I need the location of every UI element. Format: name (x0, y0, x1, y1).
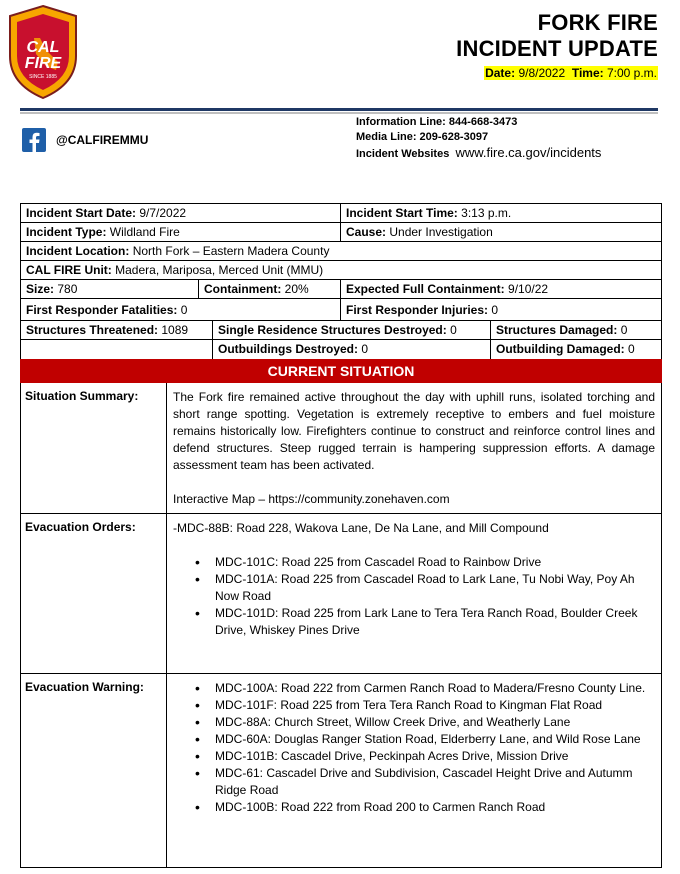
incident-containment: Containment: 20% (199, 280, 341, 298)
evacuation-orders-label: Evacuation Orders: (21, 514, 167, 673)
table-row (21, 280, 661, 299)
incident-website-link[interactable]: www.fire.ca.gov/incidents (455, 145, 602, 160)
list-item: • MDC-60A: Douglas Ranger Station Road, Elderberry Lane, and Wild Rose Lane (195, 731, 655, 748)
incident-size: Size: 780 (21, 280, 199, 298)
date-time-line (484, 66, 658, 80)
outbuildings-destroyed: Outbuildings Destroyed: 0 (213, 340, 491, 359)
list-item: • MDC-100B: Road 222 from Road 200 to Carmen Ranch Road (195, 799, 655, 816)
facebook-handle[interactable]: @CALFIREMMU (56, 133, 149, 147)
incident-type: Incident Type: Wildland Fire (21, 223, 341, 241)
incident-table (20, 203, 662, 360)
table-row (21, 340, 661, 359)
information-line: Information Line: 844-668-3473 (356, 116, 518, 128)
list-item: • MDC-101C: Road 225 from Cascadel Road to Rainbow Drive (195, 554, 655, 571)
list-item: • MDC-101A: Road 225 from Cascadel Road to Lark Lane, Tu Nobi Way, Poy Ah Now Road (195, 571, 655, 605)
table-row (21, 299, 661, 321)
logo-cal-text: CAL (26, 39, 60, 56)
list-item: • MDC-101D: Road 225 from Lark Lane to Tera Tera Ranch Road, Boulder Creek Drive, Whiskey Pines Drive (195, 605, 655, 639)
first-responder-fatalities: First Responder Fatalities: 0 (21, 299, 341, 320)
evacuation-orders-section (20, 514, 662, 674)
incident-start-time: Incident Start Time: 3:13 p.m. (346, 206, 512, 220)
outbuilding-damaged: Outbuilding Damaged: 0 (496, 342, 635, 356)
first-responder-injuries: First Responder Injuries: 0 (346, 303, 499, 317)
structures-threatened: Structures Threatened: 1089 (21, 321, 213, 339)
media-line: Media Line: 209-628-3097 (356, 131, 489, 143)
contact-info (356, 115, 601, 162)
interactive-map-link[interactable]: Interactive Map – https://community.zonehaven.com (173, 492, 450, 506)
situation-summary-label: Situation Summary: (21, 383, 167, 513)
evacuation-warning-label: Evacuation Warning: (21, 674, 167, 867)
evacuation-orders-body (167, 514, 661, 673)
date-label: Date: (485, 66, 516, 80)
incident-location: Incident Location: North Fork – Eastern Madera County (26, 244, 330, 258)
cal-fire-logo (6, 4, 80, 100)
cal-fire-unit: CAL FIRE Unit: Madera, Mariposa, Merced Unit (MMU) (26, 263, 324, 277)
date-value: 9/8/2022 (518, 66, 566, 80)
single-residence-destroyed: Single Residence Structures Destroyed: 0 (213, 321, 491, 339)
situation-summary-section (20, 383, 662, 514)
incident-start-date: Incident Start Date: 9/7/2022 (21, 204, 341, 222)
list-item: • MDC-101B: Cascadel Drive, Peckinpah Acres Drive, Mission Drive (195, 748, 655, 765)
facebook-icon[interactable] (22, 128, 46, 152)
time-value: 7:00 p.m. (606, 66, 657, 80)
title-block (456, 10, 658, 82)
table-row (21, 261, 661, 280)
empty-cell (21, 340, 213, 359)
table-row (21, 223, 661, 242)
evacuation-orders-list (195, 554, 655, 639)
list-item: • MDC-88A: Church Street, Willow Creek Drive, and Weatherly Lane (195, 714, 655, 731)
time-label: Time: (571, 66, 604, 80)
incident-websites: Incident Websites www.fire.ca.gov/incidents (356, 145, 602, 160)
title-fork-fire: FORK FIRE (537, 10, 658, 35)
facebook-handle-row[interactable] (22, 128, 148, 152)
expected-full-containment: Expected Full Containment: 9/10/22 (346, 282, 549, 296)
current-situation-heading: CURRENT SITUATION (20, 359, 662, 383)
evacuation-order-first: -MDC-88B: Road 228, Wakova Lane, De Na Lane, and Mill Compound (173, 521, 549, 535)
logo-fire-text: FIRE (24, 55, 62, 72)
situation-summary-body (167, 383, 661, 513)
logo-since-text: SINCE 1885 (29, 74, 57, 80)
header-rule (20, 108, 658, 111)
situation-summary-text: The Fork fire remained active throughout the day with uphill runs, isolated torching and short range spotting. Vegetation is extremely receptive to embers and fuel moisture remains historically low. Firefighters continue to construct and reinforce control lines and defend structures. Steep rugged terrain is hampering suppression efforts. A damage assessment team has been activated. (173, 390, 655, 472)
table-row (21, 204, 661, 223)
incident-cause: Cause: Under Investigation (346, 225, 493, 239)
structures-damaged: Structures Damaged: 0 (496, 323, 628, 337)
list-item: • MDC-101F: Road 225 from Tera Tera Ranch Road to Kingman Flat Road (195, 697, 655, 714)
table-row (21, 321, 661, 340)
list-item: • MDC-61: Cascadel Drive and Subdivision, Cascadel Height Drive and Autumm Ridge Road (195, 765, 655, 799)
table-row (21, 242, 661, 261)
evacuation-warnings-list (195, 680, 655, 816)
evacuation-warning-body (167, 674, 661, 867)
title-incident-update: INCIDENT UPDATE (456, 36, 658, 61)
list-item: • MDC-100A: Road 222 from Carmen Ranch Road to Madera/Fresno County Line. (195, 680, 655, 697)
evacuation-warning-section (20, 674, 662, 868)
header-rule-shadow (20, 112, 658, 114)
